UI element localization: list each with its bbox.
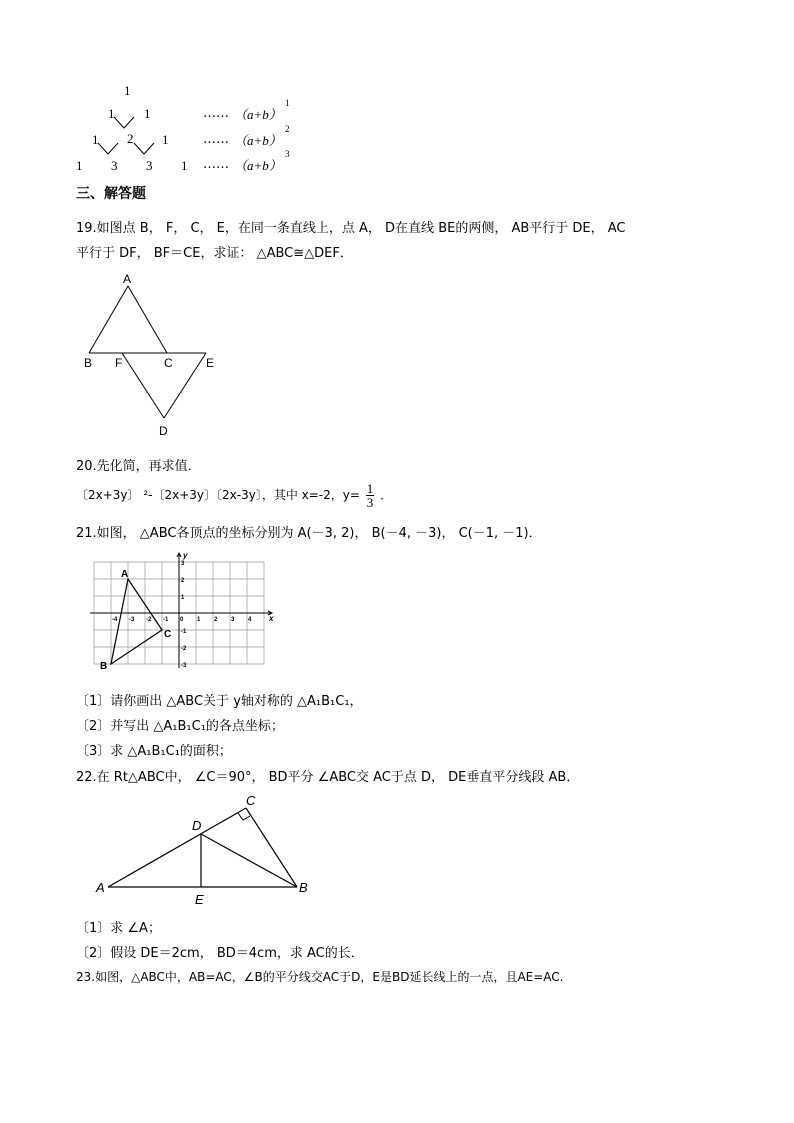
- q22-sub2: 〔2〕假设 DE＝2cm， BD＝4cm，求 AC的长．: [76, 946, 364, 961]
- right-angle-mark: [238, 813, 250, 820]
- pascal-dots: ……: [203, 157, 229, 172]
- segment-db: [201, 834, 297, 887]
- x-tick-label: -3: [129, 617, 135, 623]
- q21-sub3: 〔3〕求 △A₁B₁C₁的面积；: [76, 744, 232, 759]
- label-d: D: [159, 424, 168, 438]
- x-tick-label: 0: [180, 617, 184, 623]
- q22-figure: [88, 788, 328, 908]
- label-e: E: [195, 892, 204, 907]
- binomial-power: 2: [285, 124, 290, 134]
- q21-text-line1: 21.如图， △ABC各顶点的坐标分别为 A(－3, 2)， B(－4, －3)， C(－1, －1)．: [76, 526, 542, 541]
- y-axis-label: y: [183, 551, 188, 560]
- q22-text-line1: 22.在 Rt△ABC中， ∠C＝90°， BD平分 ∠ABC交 AC于点 D， DE垂直平分线段 AB．: [76, 770, 580, 785]
- pascal-num: 3: [111, 158, 118, 173]
- section-title: 三、解答题: [76, 186, 146, 202]
- pascal-connectors: [0, 0, 220, 170]
- label-a: A: [123, 272, 132, 286]
- label-b: B: [299, 880, 308, 895]
- label-a: A: [96, 880, 105, 895]
- pascal-num: 1: [162, 132, 169, 147]
- q19-text-line2: 平行于 DF， BF＝CE，求证： △ABC≅△DEF．: [76, 246, 353, 261]
- binomial-expr: （a+b）: [234, 158, 282, 173]
- x-tick-label: -2: [146, 617, 152, 623]
- y-tick-label: -2: [181, 646, 187, 652]
- segment-fd: [122, 353, 164, 418]
- q20-fraction: [366, 482, 375, 509]
- label-d: D: [192, 818, 202, 833]
- q20-text-line2: [76, 482, 392, 509]
- segment-ac: [128, 286, 167, 353]
- y-tick-label: -1: [181, 629, 187, 635]
- y-tick-label: 2: [181, 578, 185, 584]
- coordinate-grid: [88, 550, 283, 675]
- pascal-num: 1: [108, 106, 115, 121]
- x-tick-label: 4: [248, 617, 252, 623]
- pascal-num: 2: [127, 131, 134, 146]
- x-axis-label: x: [269, 614, 274, 623]
- y-tick-label: -3: [181, 663, 187, 669]
- q22-sub1: 〔1〕求 ∠A；: [76, 921, 161, 936]
- pascal-num: 1: [144, 106, 151, 121]
- x-tick-label: -4: [112, 617, 118, 623]
- q21-sub1: 〔1〕请你画出 △ABC关于 y轴对称的 △A₁B₁C₁，: [76, 694, 363, 709]
- segment-ab: [89, 286, 128, 353]
- label-b: B: [84, 356, 93, 370]
- pascal-num: 1: [124, 83, 131, 98]
- x-tick-label: -1: [163, 617, 169, 623]
- pascal-dots: ……: [203, 132, 229, 147]
- y-tick-label: 1: [181, 595, 185, 601]
- triangle-abc: [111, 579, 162, 664]
- q20-period: ．: [380, 488, 393, 502]
- binomial-power: 3: [285, 149, 290, 159]
- q21-sub2: 〔2〕并写出 △A₁B₁C₁的各点坐标；: [76, 719, 284, 734]
- binomial-expr: （a+b）: [234, 133, 282, 148]
- point-label: C: [164, 629, 172, 640]
- q23-text-line1: 23.如图，△ABC中，AB=AC，∠B的平分线交AC于D，E是BD延长线上的一点，且AE=AC.: [76, 970, 564, 984]
- fraction-numerator: 1: [366, 481, 374, 496]
- fraction-denominator: 3: [366, 495, 374, 510]
- pascal-num: 1: [92, 132, 99, 147]
- pascal-num: 1: [181, 158, 188, 173]
- y-tick-label: 3: [181, 561, 185, 567]
- pascal-num: 1: [76, 158, 83, 173]
- segment-cb: [246, 808, 297, 887]
- q20-expression: 〔2x+3y〕 ²-〔2x+3y〕〔2x-3y〕，其中 x=-2，y=: [76, 488, 360, 502]
- x-tick-label: 1: [197, 617, 201, 623]
- q19-text-line1: 19.如图点 B， F， C， E，在同一条直线上，点 A， D在直线 BE的两侧， AB平行于 DE， AC: [76, 221, 626, 236]
- label-c: C: [164, 356, 173, 370]
- label-c: C: [246, 793, 256, 808]
- binomial-power: 1: [285, 98, 290, 108]
- label-e: E: [206, 356, 215, 370]
- pascal-num: 3: [146, 158, 153, 173]
- point-label: B: [100, 661, 108, 672]
- pascal-dots: ……: [203, 106, 229, 121]
- binomial-expr: （a+b）: [234, 107, 282, 122]
- x-tick-label: 2: [214, 617, 218, 623]
- label-f: F: [115, 356, 123, 370]
- q20-text-line1: 20.先化简，再求值．: [76, 459, 201, 474]
- q19-figure: [80, 270, 230, 440]
- point-label: A: [121, 569, 129, 580]
- x-tick-label: 3: [231, 617, 235, 623]
